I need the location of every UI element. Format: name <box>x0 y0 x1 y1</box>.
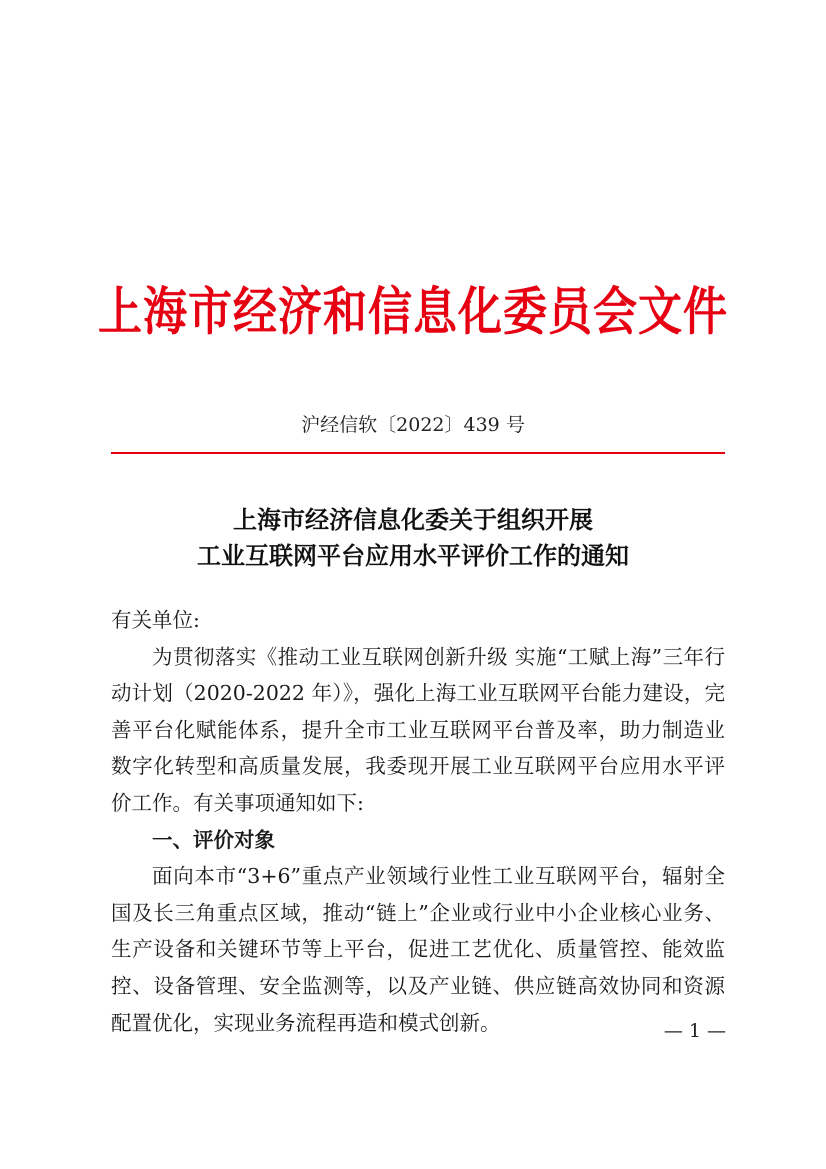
page-number: — 1 — <box>663 1020 726 1042</box>
body-paragraph-2: 面向本市“3+6”重点产业领域行业性工业互联网平台，辐射全国及长三角重点区域，推动“链上”企业或行业中小企业核心业务、生产设备和关键环节等上平台，促进工艺优化、质量管控、能效监控、设备管理、安全监测等，以及产业链、供应链高效协同和资源配置优化，实现业务流程再造和模式创新。 <box>111 864 725 1035</box>
section-heading-1: 一、评价对象 <box>152 827 275 852</box>
red-divider-line <box>111 452 725 454</box>
document-masthead: 上海市经济和信息化委员会文件 <box>98 282 728 343</box>
body-paragraph-1: 为贯彻落实《推动工业互联网创新升级 实施“工赋上海”三年行动计划（2020-2022 年）》，强化上海工业互联网平台能力建设，完善平台化赋能体系，提升全市工业互联网平台普及率，助力制造业数字化转型和高质量发展，我委现开展工业互联网平台应用水平评价工作。有关事项通知如下: <box>111 644 725 815</box>
document-number: 沪经信软〔2022〕439 号 <box>301 414 525 436</box>
notice-title-line-2: 工业互联网平台应用水平评价工作的通知 <box>197 541 629 570</box>
salutation: 有关单位: <box>111 608 200 632</box>
document-body <box>111 602 725 1041</box>
notice-title-line-1: 上海市经济信息化委关于组织开展 <box>233 505 593 534</box>
notice-title <box>0 502 826 574</box>
